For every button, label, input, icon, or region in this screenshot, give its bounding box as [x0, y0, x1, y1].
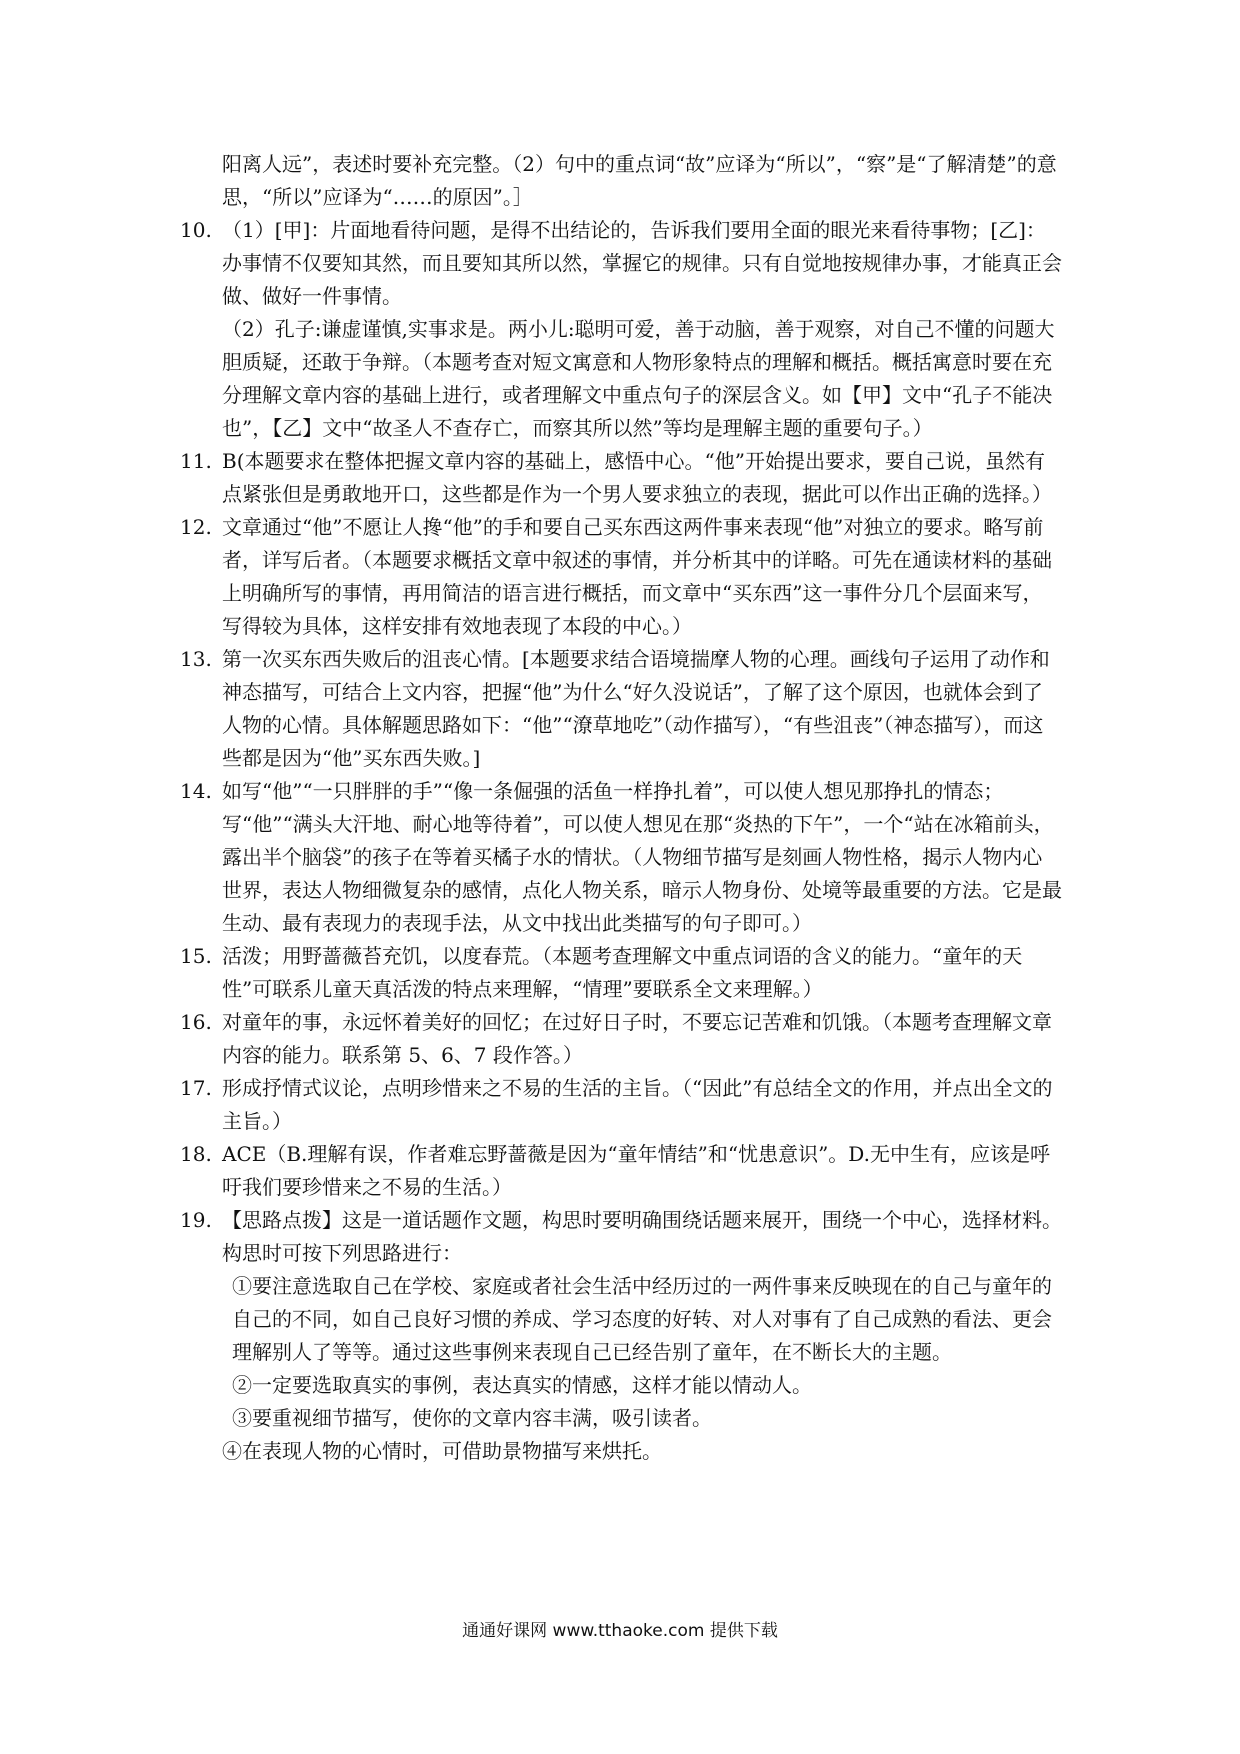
- answer-part-2: （2）孔子:谦虚谨慎,实事求是。两小儿:聪明可爱，善于动脑，善于观察，对自己不懂的问题大胆质疑，还敢于争辩。（本题考查对短文寓意和人物形象特点的理解和概括。概括寓意时要在充分理解文章内容的基础上进行，或者理解文中重点句子的深层含义。如【甲】文中“孔子不能决也”，【乙】文中“故圣人不查存亡，而察其所以然”等均是理解主题的重要句子。）: [222, 317, 1055, 440]
- answer-text: 第一次买东西失败后的沮丧心情。[本题要求结合语境揣摩人物的心理。画线句子运用了动作和神态描写，可结合上文内容，把握“他”为什么“好久没说话”，了解了这个原因，也就体会到了人物的心情。具体解题思路如下：“他”“潦草地吃”（动作描写），“有些沮丧”（神态描写），而这些都是因为“他”买东西失败。]: [222, 647, 1050, 770]
- answer-text: 活泼；用野蔷薇苔充饥，以度春荒。（本题考查理解文中重点词语的含义的能力。“童年的天性”可联系儿童天真活泼的特点来理解，“情理”要联系全文来理解。）: [222, 944, 1023, 1001]
- answer-item-17: [180, 1072, 1062, 1138]
- answer-text: ACE（B.理解有误，作者难忘野蔷薇是因为“童年情结”和“忧患意识”。D.无中生有，应该是呼吁我们要珍惜来之不易的生活。）: [222, 1142, 1050, 1199]
- item-number: 10.: [180, 218, 212, 242]
- item-number: 19.: [180, 1208, 212, 1232]
- answer-text: 文章通过“他”不愿让人搀“他”的手和要自己买东西这两件事来表现“他”对独立的要求。略写前者，详写后者。（本题要求概括文章中叙述的事情，并分析其中的详略。可先在通读材料的基础上明确所写的事情，再用简洁的语言进行概括，而文章中“买东西”这一事件分几个层面来写，写得较为具体，这样安排有效地表现了本段的中心。）: [222, 515, 1052, 638]
- guidance-step-1: ①要注意选取自己在学校、家庭或者社会生活中经历过的一两件事来反映现在的自己与童年的自己的不同，如自己良好习惯的养成、学习态度的好转、对人对事有了自己成熟的看法、更会理解别人了等等。通过这些事例来表现自己已经告别了童年，在不断长大的主题。: [232, 1274, 1052, 1364]
- answer-item-13: [180, 643, 1062, 775]
- answer-text: 如写“他”“一只胖胖的手”“像一条倔强的活鱼一样挣扎着”，可以使人想见那挣扎的情态；写“他”“满头大汗地、耐心地等待着”，可以使人想见在那“炎热的下午”，一个“站在冰箱前头，露出半个脑袋”的孩子在等着买橘子水的情状。（人物细节描写是刻画人物性格，揭示人物内心世界，表达人物细微复杂的感情，点化人物关系，暗示人物身份、处境等最重要的方法。它是最生动、最有表现力的表现手法，从文中找出此类描写的句子即可。）: [222, 779, 1062, 935]
- item-number: 16.: [180, 1010, 212, 1034]
- item-number: 15.: [180, 944, 212, 968]
- continued-answer-text: 阳离人远”，表述时要补充完整。（2）句中的重点词“故”应译为“所以”，“察”是“了解清楚”的意思，“所以”应译为“……的原因”。］: [222, 152, 1057, 209]
- answer-text: B(本题要求在整体把握文章内容的基础上，感悟中心。“他”开始提出要求，要自己说，虽然有点紧张但是勇敢地开口，这些都是作为一个男人要求独立的表现，据此可以作出正确的选择。）: [222, 449, 1052, 506]
- guidance-step-3: ③要重视细节描写，使你的文章内容丰满，吸引读者。: [232, 1406, 712, 1430]
- item-number: 14.: [180, 779, 212, 803]
- item-number: 18.: [180, 1142, 212, 1166]
- answer-item-12: [180, 511, 1062, 643]
- answer-item-18: [180, 1138, 1062, 1204]
- answer-item-15: [180, 940, 1062, 1006]
- answer-item-14: [180, 775, 1062, 940]
- answer-part-1: （1）[甲]：片面地看待问题，是得不出结论的，告诉我们要用全面的眼光来看待事物；[乙]：办事情不仅要知其然，而且要知其所以然，掌握它的规律。只有自觉地按规律办事，才能真正会做、做好一件事情。: [222, 218, 1062, 308]
- writing-guidance-intro: 【思路点拨】这是一道话题作文题，构思时要明确围绕话题来展开，围绕一个中心，选择材料。构思时可按下列思路进行：: [222, 1208, 1062, 1265]
- answer-item-19: [180, 1204, 1062, 1468]
- page-footer: 通通好课网 www.tthaoke.com 提供下载: [462, 1621, 778, 1641]
- answer-content: [180, 148, 1062, 1468]
- answer-item-10: [180, 214, 1062, 445]
- item-number: 12.: [180, 515, 212, 539]
- answer-item-11: [180, 445, 1062, 511]
- answer-text: 形成抒情式议论，点明珍惜来之不易的生活的主旨。（“因此”有总结全文的作用，并点出全文的主旨。）: [222, 1076, 1053, 1133]
- item-number: 17.: [180, 1076, 212, 1100]
- answer-item-16: [180, 1006, 1062, 1072]
- item-number: 13.: [180, 647, 212, 671]
- item-number: 11.: [180, 449, 212, 473]
- guidance-step-4: ④在表现人物的心情时，可借助景物描写来烘托。: [222, 1439, 662, 1463]
- answer-text: 对童年的事，永远怀着美好的回忆；在过好日子时，不要忘记苦难和饥饿。（本题考查理解文章内容的能力。联系第 5、6、7 段作答。）: [222, 1010, 1052, 1067]
- guidance-step-2: ②一定要选取真实的事例，表达真实的情感，这样才能以情动人。: [232, 1373, 812, 1397]
